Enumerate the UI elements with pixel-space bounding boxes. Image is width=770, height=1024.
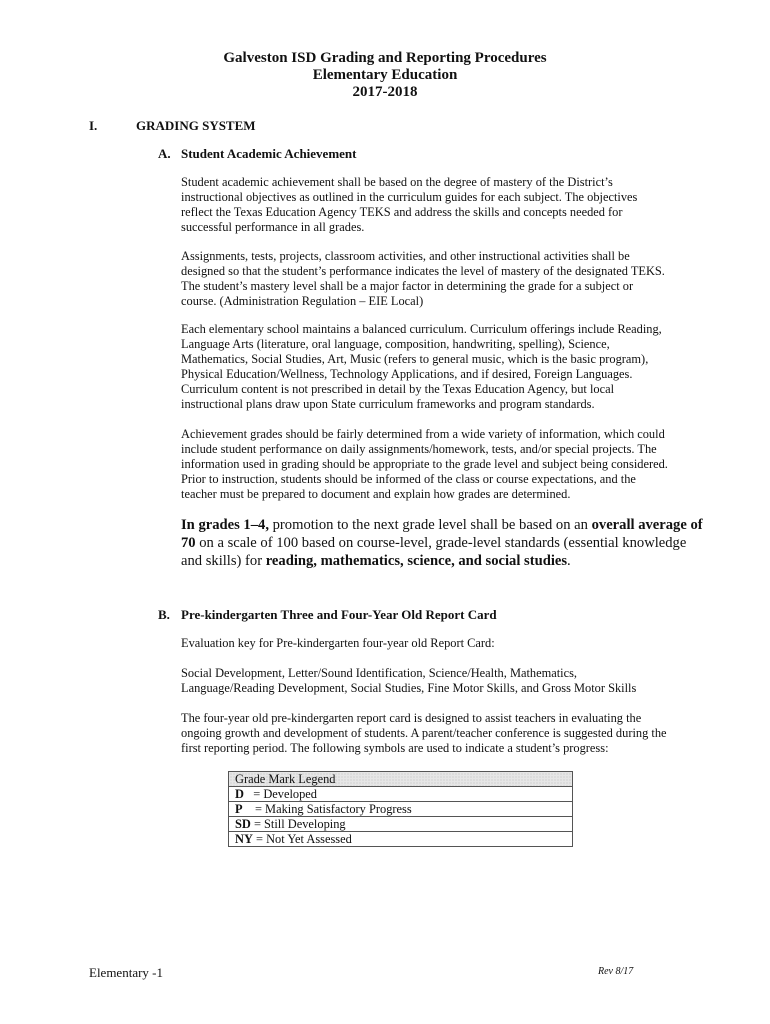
subsection-a-letter: A. [158, 146, 171, 161]
paragraph-curriculum [181, 322, 686, 412]
paragraph-assignments [181, 249, 686, 309]
text-line [181, 534, 686, 552]
text-line: Language Arts (literature, oral language, composition, handwriting, spelling), Science, [181, 337, 610, 351]
text-line: information used in grading should be appropriate to the grade level and subject being considered. [181, 457, 668, 471]
title-line-1: Galveston ISD Grading and Reporting Procedures [223, 50, 547, 66]
emphasis: 70 [181, 535, 196, 551]
legend-code: D [235, 787, 244, 801]
footer-page-label: Elementary -1 [89, 965, 163, 980]
text-line: Assignments, tests, projects, classroom activities, and other instructional activities shall be [181, 249, 630, 263]
legend-cell [229, 802, 573, 817]
text-line: Physical Education/Wellness, Technology Applications, and if desired, Foreign Languages. [181, 367, 633, 381]
text-run: and skills) for [181, 553, 266, 569]
text-line: Prior to instruction, students should be informed of the class or course expectations, and the [181, 472, 636, 486]
text-line: teacher must be prepared to document and explain how grades are determined. [181, 487, 571, 501]
emphasis: In grades 1–4, [181, 517, 269, 533]
grade-mark-legend [228, 771, 573, 847]
legend-row [229, 802, 573, 817]
paragraph-report-card [181, 711, 686, 756]
text-line: include student performance on daily assignments/homework, tests, and/or special projects. The [181, 442, 657, 456]
text-line: designed so that the student’s performance indicates the level of mastery of the designated TEKS. [181, 264, 665, 278]
document-title [0, 50, 770, 101]
text-line: The student’s mastery level shall be a major factor in determining the grade for a subject or [181, 279, 634, 293]
legend-desc: = Not Yet Assessed [252, 832, 352, 846]
text-line: reflect the Texas Education Agency TEKS and address the skills and concepts needed for [181, 205, 623, 219]
text-line: Student academic achievement shall be based on the degree of mastery of the District’s [181, 175, 613, 189]
subsection-a-heading: Student Academic Achievement [181, 146, 357, 161]
footer-revision: Rev 8/17 [598, 966, 634, 977]
legend-code: SD [235, 817, 251, 831]
legend-code: P [235, 802, 243, 816]
subsection-b-letter: B. [158, 607, 170, 622]
legend-cell [229, 817, 573, 832]
section-number: I. [89, 118, 98, 133]
text-line: The four-year old pre-kindergarten report card is designed to assist teachers in evaluating the [181, 711, 642, 725]
legend-desc: = Developed [243, 787, 318, 801]
legend-row [229, 817, 573, 832]
title-line-2: Elementary Education [312, 67, 458, 83]
paragraph-evaluation-key [181, 636, 686, 651]
legend-header: Grade Mark Legend [229, 772, 573, 787]
text-run: promotion to the next grade level shall be based on an [268, 517, 592, 533]
paragraph-domains [181, 666, 686, 696]
text-line: instructional objectives as outlined in the curriculum guides for each subject. The objectives [181, 190, 638, 204]
emphasis: reading, mathematics, science, and social studies [265, 553, 568, 569]
legend-desc: = Still Developing [250, 817, 346, 831]
legend-row [229, 787, 573, 802]
text-line: Mathematics, Social Studies, Art, Music (refers to general music, which is the basic program), [181, 352, 649, 366]
legend-desc: = Making Satisfactory Progress [242, 802, 412, 816]
text-line: Language/Reading Development, Social Studies, Fine Motor Skills, and Gross Motor Skills [181, 681, 637, 695]
text-line: Curriculum content is not prescribed in detail by the Texas Education Agency, but local [181, 382, 615, 396]
section-heading: GRADING SYSTEM [136, 118, 256, 133]
text-line: ongoing growth and development of students. A parent/teacher conference is suggested during the [181, 726, 667, 740]
text-line: first reporting period. The following symbols are used to indicate a student’s progress: [181, 741, 609, 755]
paragraph-mastery [181, 175, 686, 235]
text-line: Each elementary school maintains a balanced curriculum. Curriculum offerings include Reading, [181, 322, 662, 336]
paragraph-achievement-grades [181, 427, 686, 502]
text-line: successful performance in all grades. [181, 220, 365, 234]
subsection-b-heading: Pre-kindergarten Three and Four-Year Old Report Card [181, 607, 497, 622]
text-line: Social Development, Letter/Sound Identification, Science/Health, Mathematics, [181, 666, 578, 680]
text-line [181, 516, 703, 534]
legend-cell [229, 787, 573, 802]
text-run: on a scale of 100 based on course-level, grade-level standards (essential knowledge [195, 535, 687, 551]
legend-header-row [229, 772, 573, 787]
legend-cell [229, 832, 573, 847]
text-run: . [567, 553, 571, 569]
text-line: instructional plans draw upon State curriculum frameworks and program standards. [181, 397, 595, 411]
text-line: Evaluation key for Pre-kindergarten four-year old Report Card: [181, 636, 495, 650]
text-line: course. (Administration Regulation – EIE Local) [181, 294, 424, 308]
legend-row [229, 832, 573, 847]
text-line [181, 552, 686, 570]
legend-code: NY [235, 832, 253, 846]
text-line: Achievement grades should be fairly determined from a wide variety of information, which could [181, 427, 665, 441]
paragraph-promotion [181, 516, 703, 570]
emphasis: overall average of [591, 517, 703, 533]
title-line-3: 2017-2018 [352, 84, 418, 100]
